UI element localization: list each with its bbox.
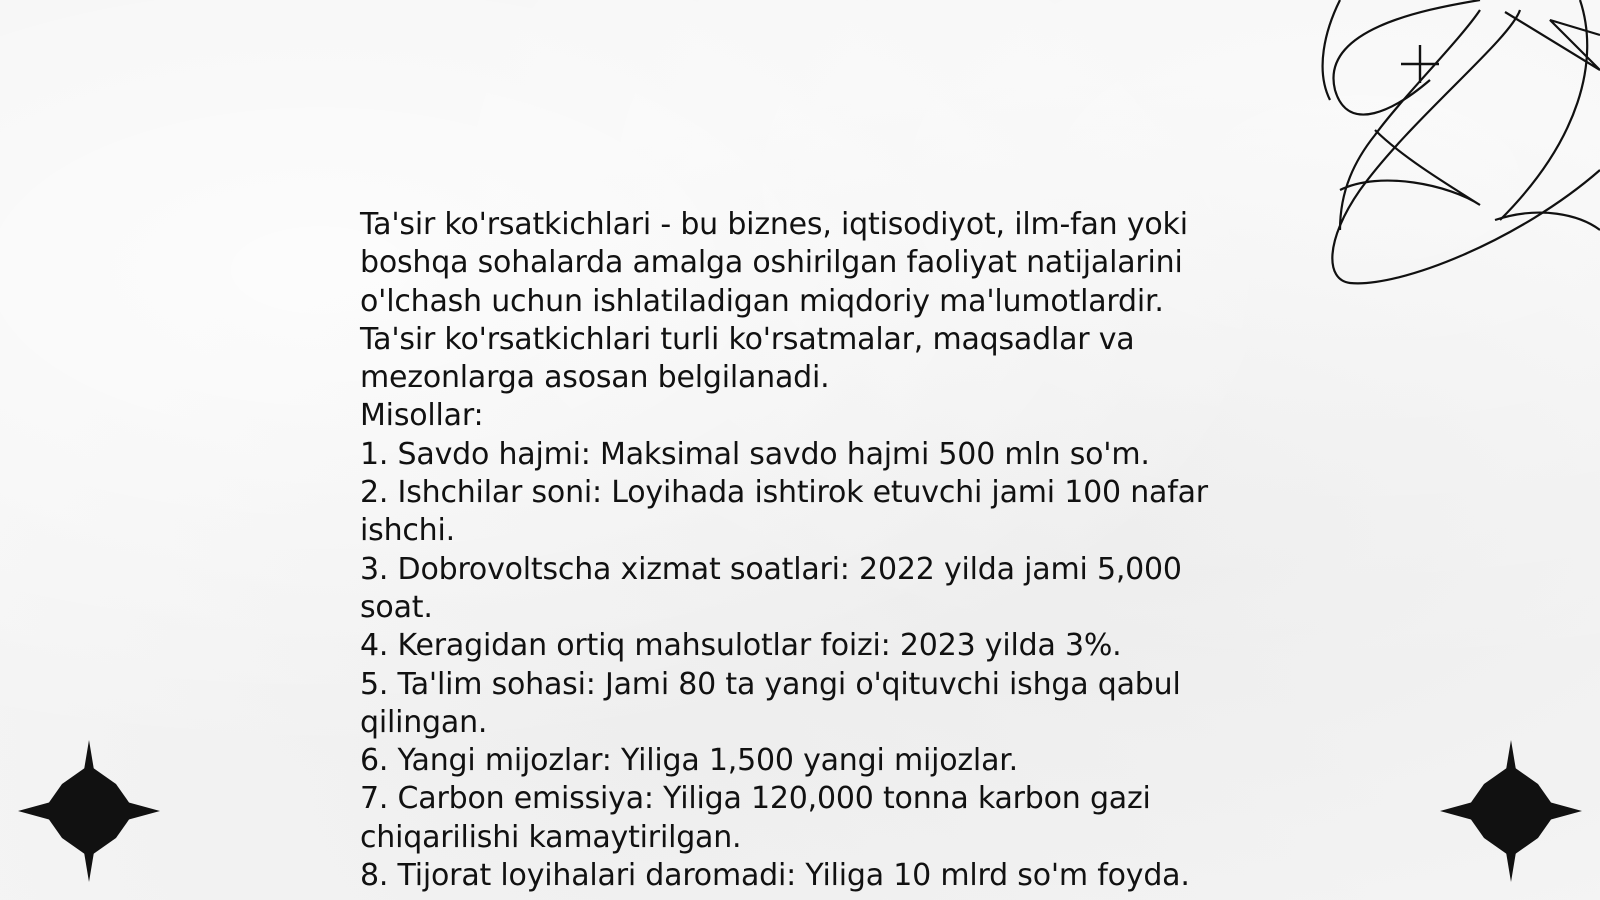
criteria-paragraph: Ta'sir ko'rsatkichlari turli ko'rsatmalar, maqsadlar va mezonlarga asosan belgilanadi. — [360, 321, 1135, 396]
example-item: 5. Ta'lim sohasi: Jami 80 ta yangi o'qituvchi ishga qabul qilingan. — [360, 666, 1181, 740]
example-item: 7. Carbon emissiya: Yiliga 120,000 tonna karbon gazi chiqarilishi kamaytirilgan. — [360, 781, 1151, 855]
example-item: 4. Keragidan ortiq mahsulotlar foizi: 2023 yilda 3%. — [360, 628, 1122, 664]
examples-heading: Misollar: — [360, 398, 484, 434]
four-point-star-icon — [18, 740, 160, 882]
example-item: 3. Dobrovoltscha xizmat soatlari: 2022 yilda jami 5,000 soat. — [360, 551, 1182, 625]
orbit-sparkle-icon — [1320, 0, 1600, 300]
example-item: 8. Tijorat loyihalari daromadi: Yiliga 10 mlrd so'm foyda. — [360, 858, 1190, 894]
example-item: 1. Savdo hajmi: Maksimal savdo hajmi 500 mln so'm. — [360, 436, 1150, 472]
example-item: 2. Ishchilar soni: Loyihada ishtirok etuvchi jami 100 nafar ishchi. — [360, 475, 1208, 549]
example-item: 6. Yangi mijozlar: Yiliga 1,500 yangi mijozlar. — [360, 743, 1018, 779]
slide-body — [360, 206, 1220, 895]
four-point-star-icon — [1440, 740, 1582, 882]
intro-paragraph: Ta'sir ko'rsatkichlari - bu biznes, iqtisodiyot, ilm-fan yoki boshqa sohalarda amalga oshirilgan faoliyat natijalarini o'lchash uchun ishlatiladigan miqdoriy ma'lumotlardir. — [360, 207, 1188, 319]
